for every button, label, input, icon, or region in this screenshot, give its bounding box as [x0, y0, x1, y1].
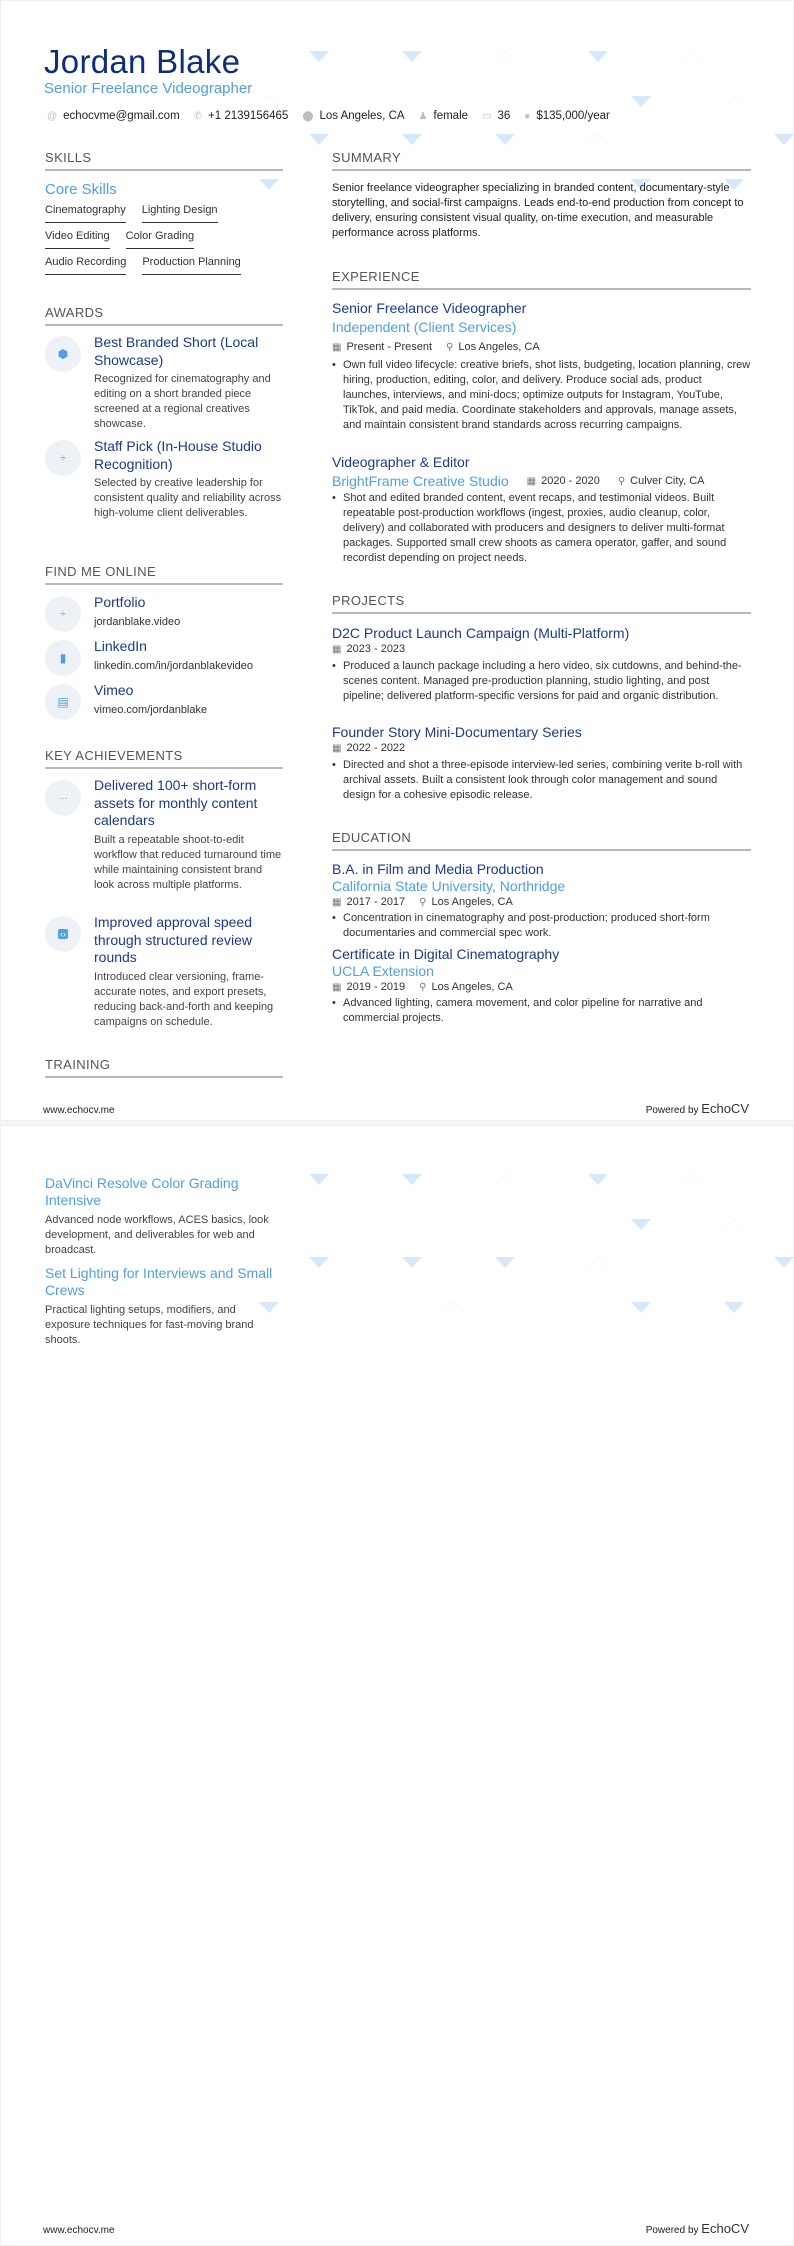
- award-title: Staff Pick (In-House Studio Recognition): [94, 438, 262, 472]
- triangle-decoration: [588, 1174, 608, 1185]
- skill-tag: Video Editing: [45, 229, 110, 249]
- job-dates: Present - Present: [346, 341, 433, 353]
- skills-row: [45, 229, 283, 249]
- skill-tag: Lighting Design: [142, 203, 218, 223]
- powered-by[interactable]: [646, 2221, 749, 2236]
- triangle-decoration: [309, 1174, 329, 1185]
- powered-by-label: Powered by: [645, 2225, 699, 2236]
- powered-by-label: Powered by: [645, 1105, 699, 1116]
- edu-dates: 2019 - 2019: [346, 981, 406, 993]
- education-heading: EDUCATION: [332, 830, 751, 851]
- ellipsis-icon: ···: [45, 780, 81, 816]
- online-label: LinkedIn: [94, 638, 147, 654]
- degree: Certificate in Digital Cinematography: [332, 946, 560, 962]
- online-heading: FIND ME ONLINE: [45, 564, 283, 585]
- edu-bullet: • Advanced lighting, camera movement, and color pipeline for narrative and commercial projects.: [332, 996, 751, 1026]
- location-pin-icon: ⚲: [419, 982, 427, 993]
- calendar-icon: ▦: [332, 644, 342, 655]
- triangle-decoration: [309, 1257, 329, 1268]
- triangle-decoration: [402, 1174, 422, 1185]
- online-label: Vimeo: [94, 682, 134, 698]
- achievement-description: Built a repeatable shoot-to-edit workflow that reduced turnaround time while maintaining consistent brand look across multiple platforms.: [94, 833, 282, 891]
- candidate-title: Senior Freelance Videographer: [44, 80, 253, 97]
- triangle-decoration: [495, 1257, 515, 1268]
- project-item: [332, 624, 751, 704]
- online-url[interactable]: vimeo.com/jordanblake: [94, 703, 208, 716]
- candidate-name: Jordan Blake: [44, 43, 241, 80]
- edu-bullet: • Concentration in cinematography and post-production; produced short-form documentaries and commercial spec work.: [332, 911, 751, 941]
- school: California State University, Northridge: [332, 878, 566, 894]
- triangle-decoration: [309, 134, 329, 145]
- cube-icon: ⬢: [45, 336, 81, 372]
- summary-text: Senior freelance videographer specializing in branded content, documentary-style storytelling, and social-first campaigns. Leads end-to-end production from concept to delivery, ensuring consistent visual quality, on-time execution, and measurable performance across platforms.: [332, 182, 744, 239]
- triangle-decoration: [588, 51, 608, 62]
- age: 36: [497, 110, 511, 122]
- edu-location: Los Angeles, CA: [431, 981, 513, 993]
- online-url[interactable]: jordanblake.video: [94, 615, 181, 628]
- job-title: Videographer & Editor: [332, 454, 470, 470]
- project-dates: 2023 - 2023: [346, 643, 406, 655]
- triangle-decoration: [588, 134, 608, 145]
- powered-by[interactable]: [646, 1101, 749, 1116]
- project-bullet: • Directed and shot a three-episode interview-led series, combining verite b-roll with archival assets. Built a consistent look through color management and sound design for a cohesive episodic release.: [332, 758, 751, 803]
- triangle-decoration: [495, 51, 515, 62]
- award-description: Recognized for cinematography and editing on a short branded piece screened at a regional creatives showcase.: [94, 373, 271, 430]
- experience-item: [332, 453, 751, 566]
- triangle-decoration: [724, 1302, 744, 1313]
- skills-row: [45, 255, 283, 275]
- triangle-decoration: [631, 1302, 651, 1313]
- contact-bar: [47, 110, 610, 122]
- online-url[interactable]: linkedin.com/in/jordanblakevideo: [94, 659, 253, 672]
- project-title: D2C Product Launch Campaign (Multi-Platform): [332, 625, 630, 641]
- code-icon: ‹›: [45, 916, 81, 952]
- project-title: Founder Story Mini-Documentary Series: [332, 724, 582, 740]
- achievement-title: Improved approval speed through structured review rounds: [94, 914, 252, 965]
- job-dates: 2020 - 2020: [541, 474, 600, 487]
- job-bullet: • Own full video lifecycle: creative briefs, shot lists, budgeting, location planning, crew hiring, production, editing, color, and delivery. Produce social ads, product launches, interviews, and mini-docs; optimize outputs for Instagram, YouTube, TikTok, and paid media. Coordinate stakeholders and approvals, manage assets, and maintain consistent brand standards across recurring campaigns.: [332, 358, 751, 433]
- online-label: Portfolio: [94, 594, 146, 610]
- footer-site-link[interactable]: www.echocv.me: [43, 2225, 115, 2236]
- project-item: [332, 723, 751, 803]
- triangle-decoration: [495, 1174, 515, 1185]
- awards-heading: AWARDS: [45, 305, 283, 326]
- company: Independent (Client Services): [332, 319, 517, 335]
- email[interactable]: echocvme@gmail.com: [63, 110, 180, 122]
- phone[interactable]: +1 2139156465: [208, 110, 289, 122]
- salary: $135,000/year: [536, 110, 610, 122]
- skills-group-title: Core Skills: [45, 181, 117, 198]
- calendar-icon: ▦: [332, 342, 342, 353]
- triangle-decoration: [444, 1302, 464, 1313]
- calendar-icon: ▦: [332, 897, 342, 908]
- training-title: DaVinci Resolve Color Grading Intensive: [45, 1175, 239, 1208]
- building-icon: ▮: [45, 640, 81, 676]
- job-location: Los Angeles, CA: [458, 341, 540, 353]
- gender: female: [433, 110, 469, 122]
- email-icon: @: [47, 110, 58, 122]
- brand-name: EchoCV: [701, 2221, 749, 2236]
- edu-dates: 2017 - 2017: [346, 896, 406, 908]
- calendar-icon: ▦: [526, 475, 537, 487]
- resume-page-1: [0, 0, 794, 1121]
- divide-icon: ÷: [45, 440, 81, 476]
- training-description: Practical lighting setups, modifiers, and exposure techniques for fast-moving brand shoots.: [45, 1304, 254, 1346]
- achievement-title: Delivered 100+ short-form assets for monthly content calendars: [94, 777, 258, 828]
- edu-location: Los Angeles, CA: [431, 896, 513, 908]
- achievements-heading: KEY ACHIEVEMENTS: [45, 748, 283, 769]
- document-icon: ▤: [45, 684, 81, 720]
- skill-tag: Color Grading: [126, 229, 194, 249]
- job-title: Senior Freelance Videographer: [332, 300, 527, 316]
- job-bullet: • Shot and edited branded content, event recaps, and testimonial videos. Built repeatable post-production workflows (ingest, proxies, audio cleanup, color, delivery) and collaborated with producers and designers to deliver multi-format packages. Supported small crew shoots as camera operator, gaffer, and sound recordist depending on project needs.: [332, 491, 751, 566]
- triangle-decoration: [631, 96, 651, 107]
- skill-tag: Audio Recording: [45, 255, 126, 275]
- award-description: Selected by creative leadership for consistent quality and reliability across high-volume client deliverables.: [94, 477, 282, 519]
- coin-icon: ●: [524, 110, 531, 122]
- calendar-icon: ▦: [332, 743, 342, 754]
- summary-heading: SUMMARY: [332, 150, 751, 171]
- resume-page-2: [0, 1125, 794, 2246]
- triangle-decoration: [724, 1219, 744, 1230]
- skill-tag: Cinematography: [45, 203, 126, 223]
- project-dates: 2022 - 2022: [346, 742, 406, 754]
- training-item: [45, 1265, 283, 1348]
- education-item: [332, 945, 751, 1026]
- location-pin-icon: ⬤: [302, 110, 314, 122]
- job-location: Culver City, CA: [630, 474, 705, 487]
- experience-heading: EXPERIENCE: [332, 269, 751, 290]
- training-title: Set Lighting for Interviews and Small Crews: [45, 1265, 273, 1298]
- footer-site-link[interactable]: www.echocv.me: [43, 1105, 115, 1116]
- calendar-icon: ▭: [482, 110, 492, 122]
- brand-name: EchoCV: [701, 1101, 749, 1116]
- location-pin-icon: ⚲: [419, 897, 427, 908]
- person-icon: ♟: [418, 110, 428, 122]
- project-bullet: • Produced a launch package including a hero video, six cutdowns, and behind-the-scenes content. Managed pre-production planning, studio lighting, and post pipeline; delivered platform-specific versions for paid and organic distribution.: [332, 659, 751, 704]
- triangle-decoration: [495, 134, 515, 145]
- education-item: [332, 860, 751, 941]
- triangle-decoration: [724, 96, 744, 107]
- phone-icon: ✆: [193, 110, 203, 122]
- divide-icon: ÷: [45, 596, 81, 632]
- triangle-decoration: [259, 96, 279, 107]
- training-description: Advanced node workflows, ACES basics, look development, and deliverables for web and broadcast.: [45, 1214, 269, 1256]
- company: BrightFrame Creative Studio: [332, 473, 509, 489]
- triangle-decoration: [309, 51, 329, 62]
- triangle-decoration: [588, 1257, 608, 1268]
- skills-heading: SKILLS: [45, 150, 283, 171]
- location: Los Angeles, CA: [319, 110, 405, 122]
- calendar-icon: ▦: [332, 982, 342, 993]
- location-pin-icon: ⚲: [617, 475, 626, 487]
- triangle-decoration: [681, 51, 701, 62]
- triangle-decoration: [402, 1257, 422, 1268]
- degree: B.A. in Film and Media Production: [332, 861, 544, 877]
- achievement-description: Introduced clear versioning, frame-accurate notes, and export presets, reducing back-and-forth and keeping campaigns on schedule.: [94, 970, 274, 1028]
- triangle-decoration: [681, 1174, 701, 1185]
- training-heading: TRAINING: [45, 1057, 283, 1078]
- experience-item: [332, 299, 751, 433]
- school: UCLA Extension: [332, 963, 434, 979]
- location-pin-icon: ⚲: [446, 342, 454, 353]
- skills-row: [45, 203, 283, 223]
- triangle-decoration: [774, 1257, 794, 1268]
- triangle-decoration: [631, 1219, 651, 1230]
- training-item: [45, 1175, 283, 1258]
- skill-tag: Production Planning: [142, 255, 240, 275]
- triangle-decoration: [402, 134, 422, 145]
- triangle-decoration: [402, 51, 422, 62]
- award-title: Best Branded Short (Local Showcase): [94, 334, 259, 368]
- projects-heading: PROJECTS: [332, 593, 751, 614]
- triangle-decoration: [774, 134, 794, 145]
